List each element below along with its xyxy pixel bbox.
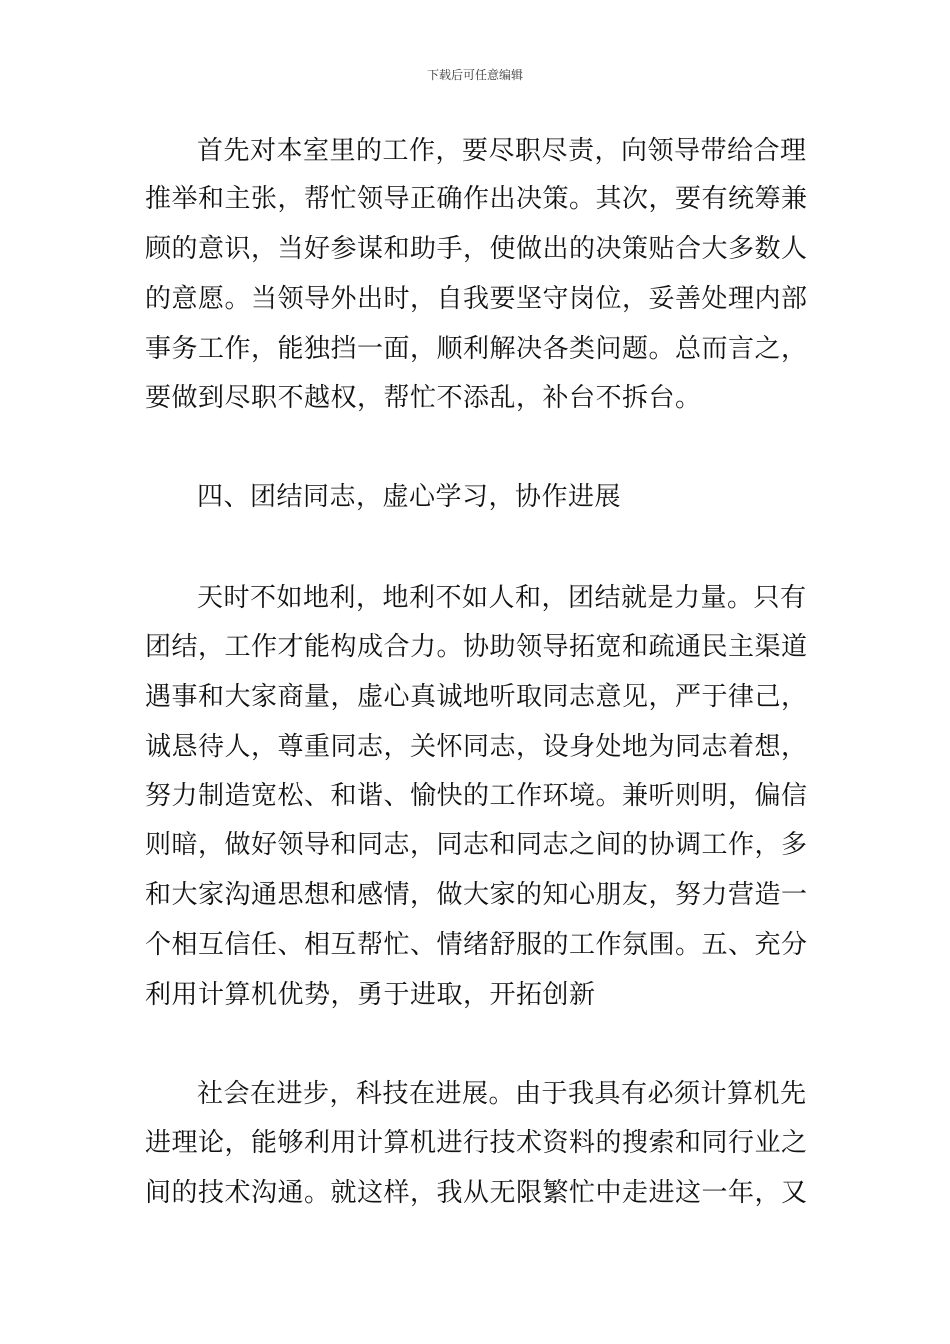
paragraph-line: 团结，工作才能构成合力。协助领导拓宽和疏通民主渠道 (145, 632, 808, 662)
page-header: 下载后可任意编辑 (426, 68, 523, 82)
paragraph-line: 事务工作，能独挡一面，顺利解决各类问题。总而言之， (145, 334, 808, 364)
paragraph-line: 间的技术沟通。就这样，我从无限繁忙中走进这一年，又 (145, 1178, 808, 1208)
paragraph-line: 诚恳待人，尊重同志，关怀同志，设身处地为同志着想， (145, 732, 808, 762)
paragraph-line: 个相互信任、相互帮忙、情绪舒服的工作氛围。五、充分 (145, 930, 808, 960)
paragraph-line: 社会在进步，科技在进展。由于我具有必须计算机先 (197, 1079, 807, 1109)
paragraph-line: 顾的意识，当好参谋和助手，使做出的决策贴合大多数人 (145, 234, 808, 264)
paragraph-line: 和大家沟通思想和感情，做大家的知心朋友，努力营造一 (145, 880, 808, 910)
paragraph-line: 努力制造宽松、和谐、愉快的工作环境。兼听则明，偏信 (145, 781, 808, 811)
paragraph-line: 天时不如地利，地利不如人和，团结就是力量。只有 (197, 583, 807, 613)
paragraph-line: 利用计算机优势，勇于进取，开拓创新 (145, 980, 596, 1010)
paragraph-line: 首先对本室里的工作，要尽职尽责，向领导带给合理 (197, 136, 807, 166)
paragraph-line: 则暗，做好领导和同志，同志和同志之间的协调工作，多 (145, 830, 808, 860)
paragraph-line: 遇事和大家商量，虚心真诚地听取同志意见，严于律己， (145, 682, 808, 712)
paragraph-line: 的意愿。当领导外出时，自我要坚守岗位，妥善处理内部 (145, 284, 808, 314)
paragraph-line: 推举和主张，帮忙领导正确作出决策。其次，要有统筹兼 (145, 184, 808, 214)
paragraph-line: 要做到尽职不越权，帮忙不添乱，补台不拆台。 (145, 383, 702, 413)
section-heading: 四、团结同志，虚心学习，协作进展 (197, 482, 622, 512)
paragraph-line: 进理论，能够利用计算机进行技术资料的搜索和同行业之 (145, 1128, 808, 1158)
